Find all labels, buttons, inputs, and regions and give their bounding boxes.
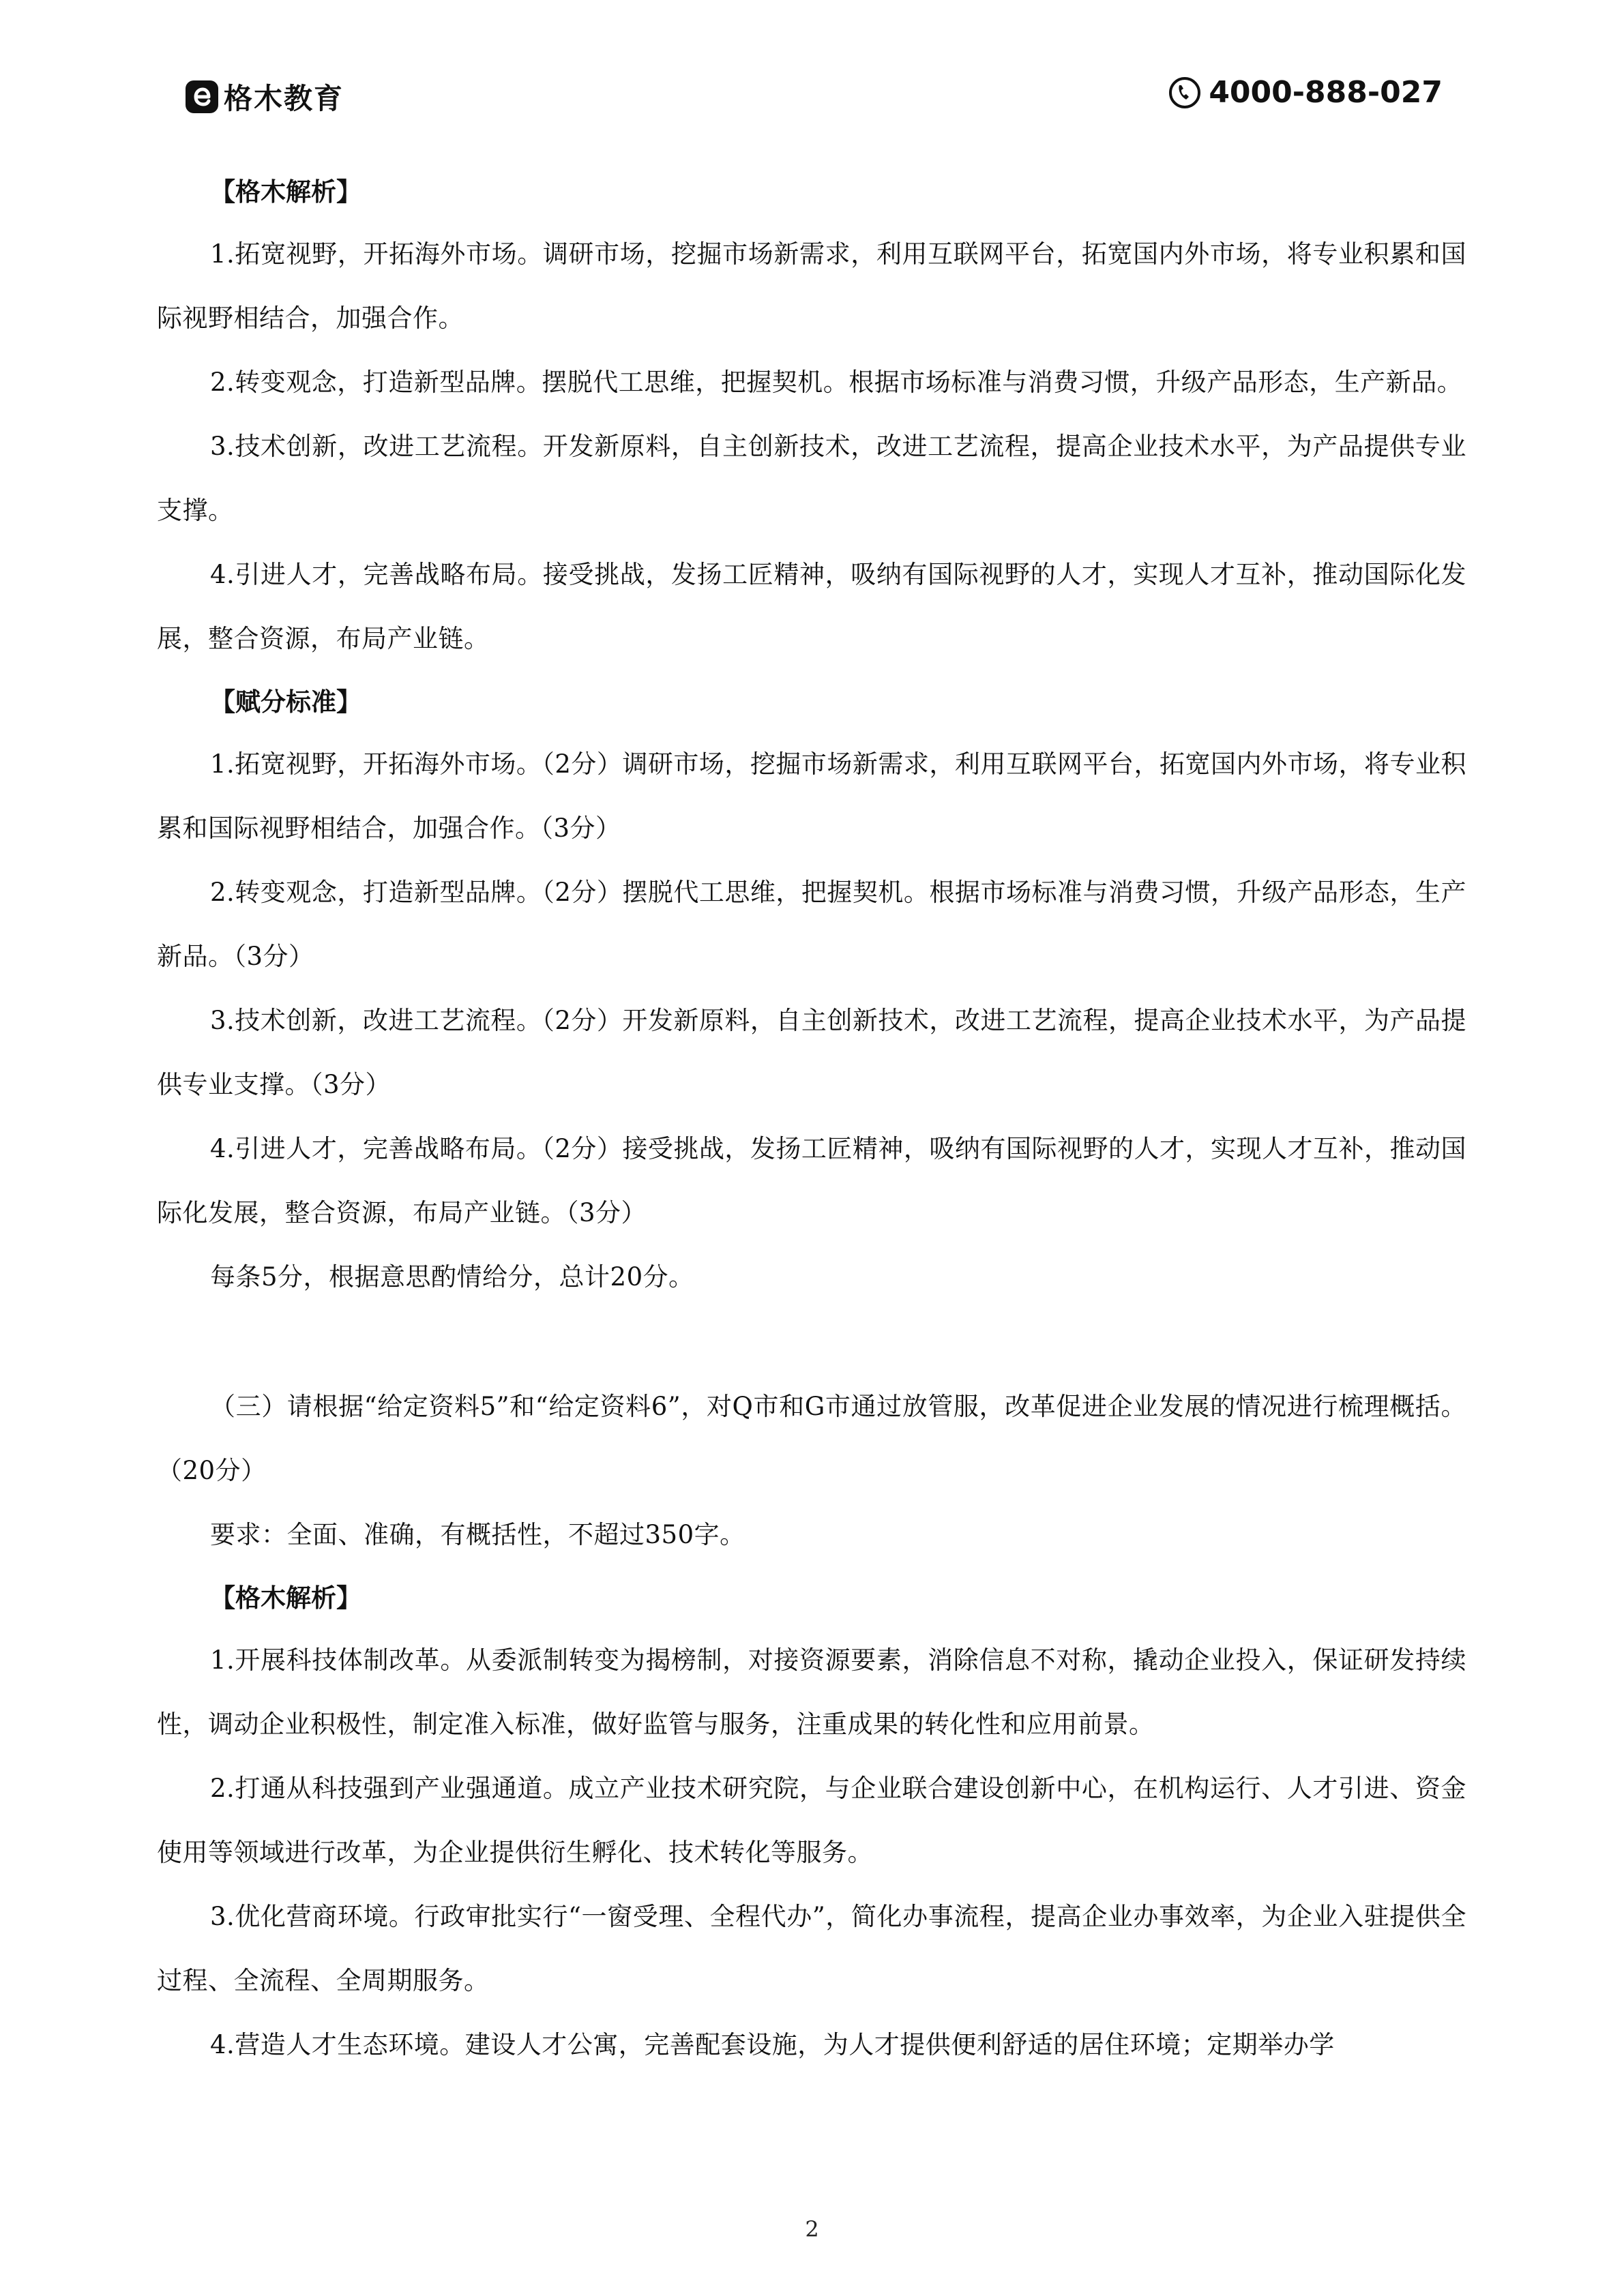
document-body [157, 161, 1466, 2077]
analysis-item: 2.转变观念，打造新型品牌。摆脱代工思维，把握契机。根据市场标准与消费习惯，升级产品形态，生产新品。 [210, 368, 1463, 397]
analysis-item: 4.营造人才生态环境。建设人才公寓，完善配套设施，为人才提供便利舒适的居住环境；定期举办学 [210, 2030, 1335, 2059]
section-heading-analysis: 【格木解析】 [210, 177, 361, 207]
question-prompt: （三）请根据“给定资料5”和“给定资料6”，对Q市和G市通过放管服，改革促进企业发展的情况进行梳理概括。（20分） [157, 1392, 1466, 1485]
scoring-item: 4.引进人才，完善战略布局。（2分）接受挑战，发扬工匠精神，吸纳有国际视野的人才，实现人才互补，推动国际化发展，整合资源，布局产业链。（3分） [157, 1134, 1466, 1227]
scoring-item: 2.转变观念，打造新型品牌。（2分）摆脱代工思维，把握契机。根据市场标准与消费习惯，升级产品形态，生产新品。（3分） [157, 878, 1466, 971]
phone-number: 4000-888-027 [1209, 75, 1443, 110]
page-number: 2 [805, 2216, 819, 2242]
analysis-item: 2.打通从科技强到产业强通道。成立产业技术研究院，与企业联合建设创新中心，在机构运行、人才引进、资金使用等领域进行改革，为企业提供衍生孵化、技术转化等服务。 [157, 1774, 1466, 1867]
question-requirement: 要求：全面、准确，有概括性，不超过350字。 [210, 1520, 745, 1549]
analysis-item: 4.引进人才，完善战略布局。接受挑战，发扬工匠精神，吸纳有国际视野的人才，实现人才互补，推动国际化发展，整合资源，布局产业链。 [157, 560, 1466, 653]
analysis-item: 1.拓宽视野，开拓海外市场。调研市场，挖掘市场新需求，利用互联网平台，拓宽国内外市场，将专业积累和国际视野相结合，加强合作。 [157, 239, 1466, 333]
brand-name: 格木教育 [224, 82, 344, 115]
analysis-item: 1.开展科技体制改革。从委派制转变为揭榜制，对接资源要素，消除信息不对称，撬动企业投入，保证研发持续性，调动企业积极性，制定准入标准，做好监管与服务，注重成果的转化性和应用前景。 [157, 1645, 1466, 1739]
scoring-item: 3.技术创新，改进工艺流程。（2分）开发新原料，自主创新技术，改进工艺流程，提高企业技术水平，为产品提供专业支撑。（3分） [157, 1006, 1466, 1099]
analysis-item: 3.优化营商环境。行政审批实行“一窗受理、全程代办”，简化办事流程，提高企业办事效率，为企业入驻提供全过程、全流程、全周期服务。 [157, 1902, 1466, 1995]
hotline [1168, 75, 1443, 110]
section-heading-analysis-2: 【格木解析】 [210, 1583, 361, 1613]
section-heading-scoring: 【赋分标准】 [210, 687, 361, 717]
page-header [0, 0, 1624, 136]
phone-icon [1168, 76, 1202, 110]
brand-logo [186, 76, 344, 117]
scoring-total: 每条5分，根据意思酌情给分，总计20分。 [210, 1262, 694, 1292]
analysis-item: 3.技术创新，改进工艺流程。开发新原料，自主创新技术，改进工艺流程，提高企业技术水平，为产品提供专业支撑。 [157, 432, 1466, 525]
logo-e-icon [186, 80, 218, 113]
scoring-item: 1.拓宽视野，开拓海外市场。（2分）调研市场，挖掘市场新需求，利用互联网平台，拓宽国内外市场，将专业积累和国际视野相结合，加强合作。（3分） [157, 749, 1466, 843]
